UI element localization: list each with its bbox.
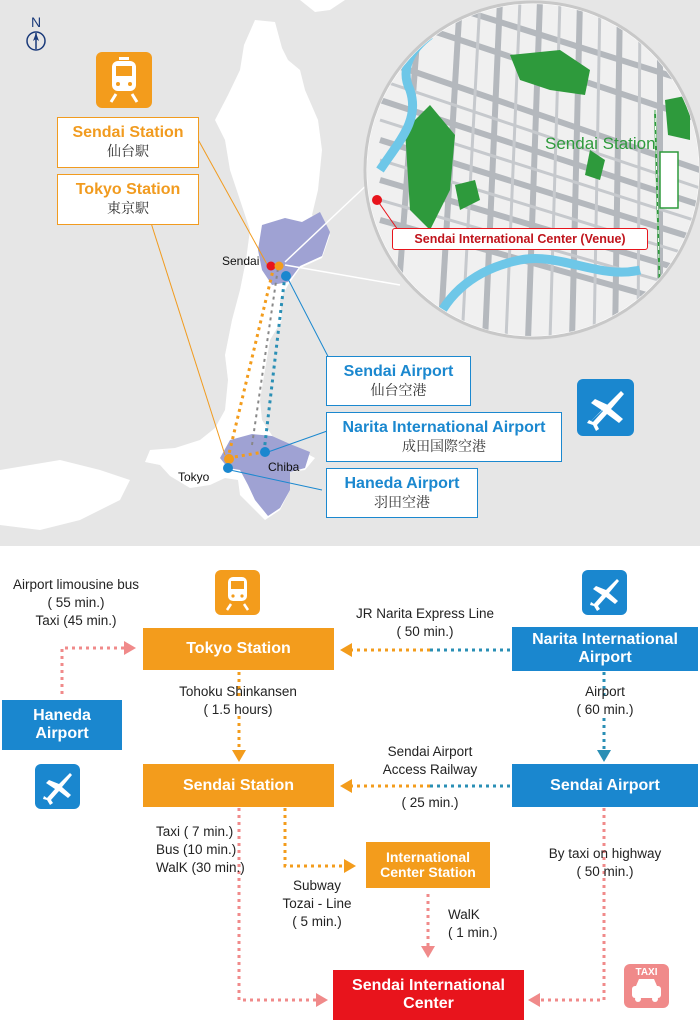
label-haneda-tokyo-3: Taxi (45 min.) xyxy=(35,613,117,629)
label-airport-station-2: Access Railway xyxy=(382,762,478,778)
sendai-station-dot xyxy=(267,262,276,271)
label-airport-station-3: ( 25 min.) xyxy=(401,795,459,810)
node-haneda-airport xyxy=(2,700,122,750)
label-narita-tokyo xyxy=(340,605,510,641)
callout-haneda xyxy=(326,468,478,518)
callout-haneda-en: Haneda Airport xyxy=(344,475,460,492)
hokkaido-land xyxy=(300,0,345,12)
route-flowchart xyxy=(0,546,700,1026)
node-haneda-line2: Airport xyxy=(35,725,89,742)
callout-tokyo-station xyxy=(57,174,199,225)
node-sic-line1: Sendai International xyxy=(352,977,505,995)
callout-sendai-airport-en: Sendai Airport xyxy=(343,363,454,380)
label-station-sic-3: WalK (30 min.) xyxy=(156,860,245,876)
label-station-sic-2: Bus (10 min.) xyxy=(156,842,237,858)
label-narita-sendai-airport xyxy=(555,683,655,719)
node-sendai-airport: Sendai Airport xyxy=(512,764,698,807)
label-airport-sic-1: By taxi on highway xyxy=(548,846,662,861)
tokyo-dot xyxy=(224,454,234,464)
node-narita-airport xyxy=(512,627,698,671)
label-tokyo-sendai-2: ( 1.5 hours) xyxy=(203,702,273,718)
label-airport-station-1: Sendai Airport xyxy=(387,744,473,759)
label-subway-1: Subway xyxy=(292,878,342,893)
taxi-icon-text: TAXI xyxy=(635,967,658,978)
label-haneda-tokyo-2: ( 55 min.) xyxy=(47,595,105,611)
label-airport-station xyxy=(360,743,500,779)
haneda-dot xyxy=(223,463,233,473)
taxi-icon xyxy=(624,964,669,1008)
airplane-icon xyxy=(582,570,627,615)
callout-tokyo-station-en: Tokyo Station xyxy=(75,181,181,198)
label-walk-1: WalK xyxy=(448,907,480,922)
node-sic-line2: Center xyxy=(403,995,454,1012)
node-narita-line2: Airport xyxy=(578,649,632,666)
train-icon xyxy=(215,570,260,615)
node-intl-center-station-line1: International xyxy=(385,848,470,865)
callout-sendai-station xyxy=(57,117,199,168)
node-haneda-line1: Haneda xyxy=(33,707,91,725)
callout-sendai-station-ja: 仙台駅 xyxy=(107,143,149,159)
map-label-sendai: Sendai xyxy=(222,254,260,268)
label-subway-2: Tozai - Line xyxy=(282,896,352,912)
label-station-sic xyxy=(156,823,245,878)
airplane-icon xyxy=(35,764,80,809)
label-narita-sendai-2: ( 60 min.) xyxy=(576,702,634,718)
west-land xyxy=(0,460,130,530)
node-tokyo-station: Tokyo Station xyxy=(143,628,334,670)
label-subway xyxy=(262,877,372,932)
airplane-icon xyxy=(577,379,634,436)
sendai-airport-dot xyxy=(281,271,291,281)
compass-north-label: N xyxy=(30,14,42,30)
label-station-sic-1: Taxi ( 7 min.) xyxy=(156,824,234,839)
inset-station-label: Sendai Station xyxy=(545,134,656,153)
node-narita-line1: Narita International xyxy=(532,631,678,649)
callout-sendai-airport xyxy=(326,356,471,406)
node-intl-center-station xyxy=(366,842,490,888)
label-haneda-tokyo xyxy=(0,576,152,631)
node-sendai-international-center xyxy=(333,970,524,1020)
callout-tokyo-station-ja: 東京駅 xyxy=(107,200,149,216)
callout-sendai-airport-ja: 仙台空港 xyxy=(370,382,427,398)
label-narita-tokyo-2: ( 50 min.) xyxy=(396,624,454,640)
callout-narita-en: Narita International Airport xyxy=(342,419,546,436)
narita-dot xyxy=(260,447,270,457)
label-subway-3: ( 5 min.) xyxy=(292,914,342,930)
callout-narita xyxy=(326,412,562,462)
callout-haneda-ja: 羽田空港 xyxy=(374,494,430,510)
label-narita-tokyo-1: JR Narita Express Line xyxy=(355,606,495,621)
sendai-dot-orange xyxy=(275,262,284,271)
label-haneda-tokyo-1: Airport limousine bus xyxy=(12,577,140,592)
compass-icon xyxy=(26,30,46,52)
label-narita-sendai-1: Airport xyxy=(585,684,625,699)
inset-city-map xyxy=(365,0,700,340)
label-tokyo-sendai xyxy=(160,683,316,719)
label-tokyo-sendai-1: Tohoku Shinkansen xyxy=(179,684,297,699)
inset-venue-label: Sendai International Center (Venue) xyxy=(392,228,648,250)
label-airport-sic xyxy=(530,845,680,881)
node-intl-center-station-line2: Center Station xyxy=(380,864,476,880)
map-label-tokyo: Tokyo xyxy=(178,470,210,484)
train-icon xyxy=(96,52,152,108)
map-label-chiba: Chiba xyxy=(268,460,300,474)
callout-narita-ja: 成田国際空港 xyxy=(402,438,486,454)
node-sendai-station: Sendai Station xyxy=(143,764,334,807)
callout-sendai-station-en: Sendai Station xyxy=(72,124,184,141)
label-airport-sic-2: ( 50 min.) xyxy=(576,864,634,880)
label-walk xyxy=(448,906,498,942)
label-walk-2: ( 1 min.) xyxy=(448,925,498,941)
